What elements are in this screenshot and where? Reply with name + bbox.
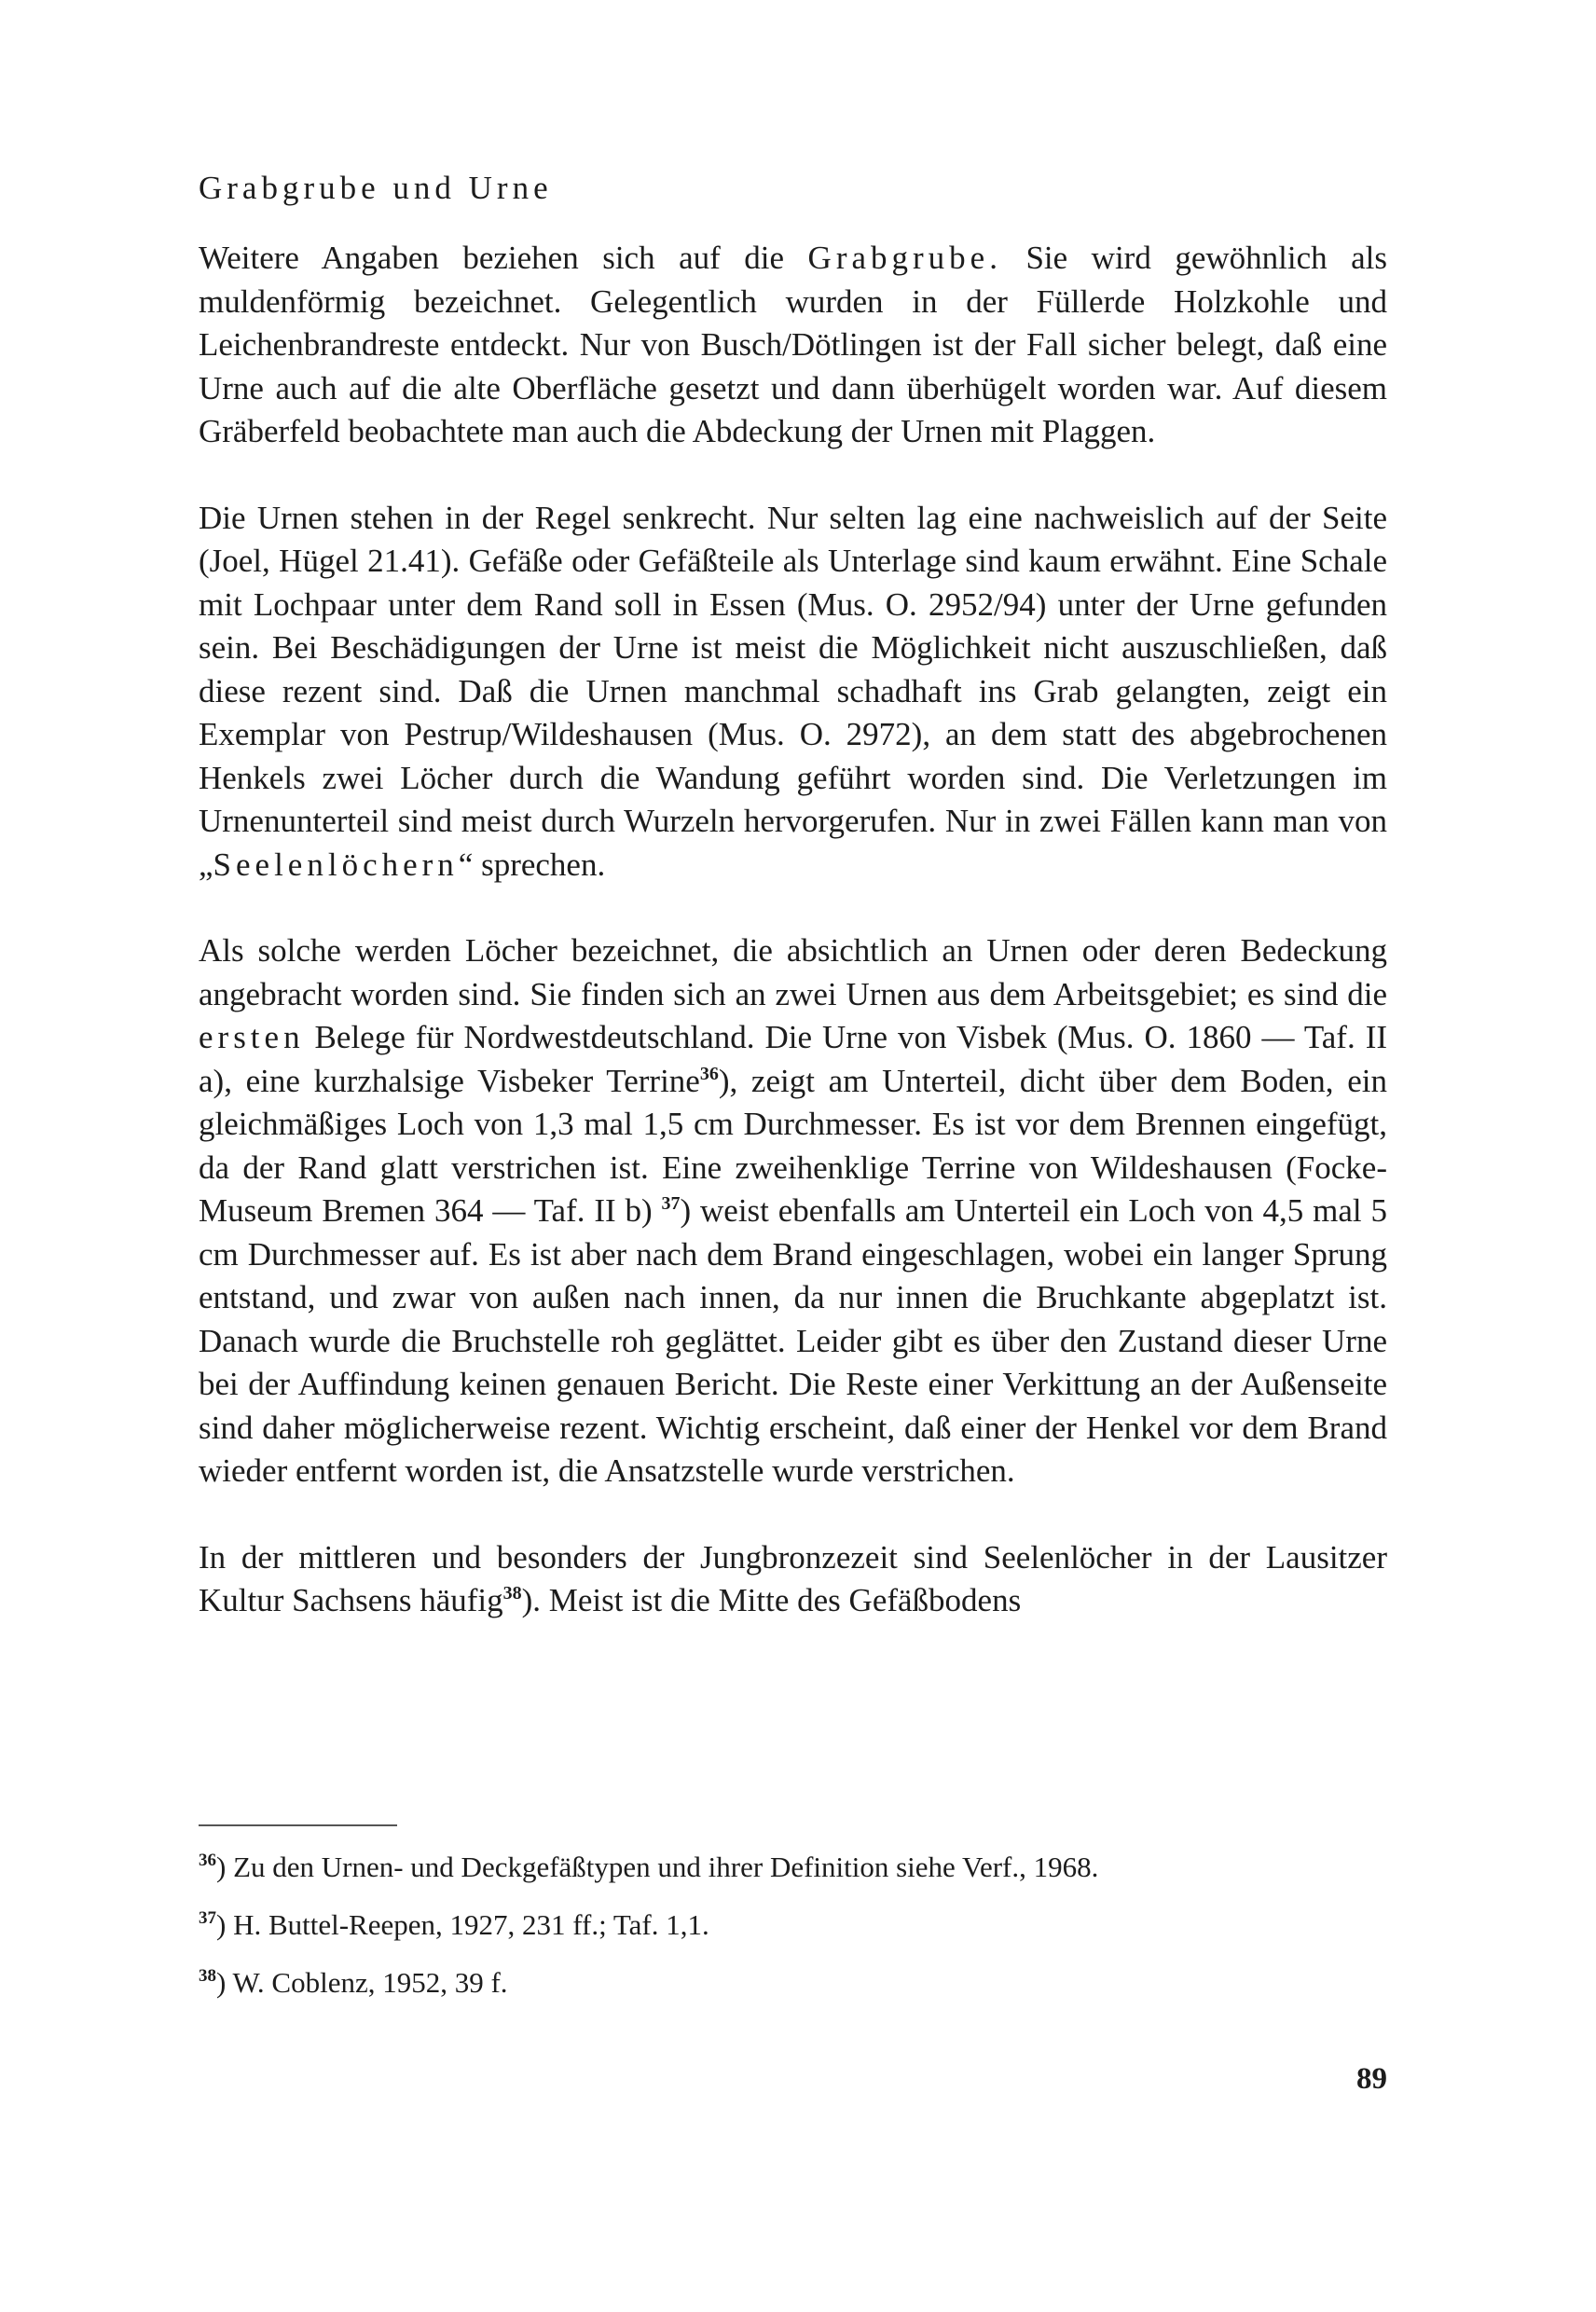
page-number: 89 [1356,2062,1387,2096]
paragraph-3-text-c: ), zeigt am Unterteil, dicht über dem Boden, ein gleichmäßiges Loch von 1,3 mal 1,5 cm Durchmesser. Es ist vor dem Brennen eingefügt, da der Rand glatt verstrichen ist. Eine zweihenklige Terrine von Wildeshausen (Focke-Museum Bremen 364 — Taf. II b) [199,1062,1387,1229]
footnote-ref-36: 36 [699,1063,719,1084]
footnote-text: ) H. Buttel-Reepen, 1927, 231 ff.; Taf. 1,1. [216,1908,709,1941]
paragraph-3-text-b: Belege für Nordwestdeutschland. Die Urne von Visbek (Mus. O. 1860 — Taf. II a), eine kurzhalsige Visbeker Terrine [199,1019,1387,1099]
footnote-36 [199,1849,1387,1886]
paragraph-4-text-b: ). Meist ist die Mitte des Gefäßbodens [521,1582,1022,1618]
spaced-term-grabgrube: Grabgrube. [807,240,1002,276]
footnote-divider [199,1824,397,1826]
footnote-ref-38: 38 [502,1583,522,1603]
footnote-number: 37 [199,1908,216,1928]
footnote-37 [199,1906,1387,1944]
paragraph-3 [199,929,1387,1493]
footnote-ref-37: 37 [661,1193,681,1214]
paragraph-1-text-a: Weitere Angaben beziehen sich auf die [199,240,808,276]
paragraph-4 [199,1536,1387,1623]
footnotes [199,1849,1387,2022]
spaced-term-ersten: ersten [199,1019,305,1055]
paragraph-2-text-a: Die Urnen stehen in der Regel senkrecht. Nur selten lag eine nachweislich auf der Seite (Joel, Hügel 21.41). Gefäße oder Gefäßteile als Unterlage sind kaum erwähnt. Eine Schale mit Lochpaar unter dem Rand soll in Essen (Mus. O. 2952/94) unter der Urne gefunden sein. Bei Beschädigungen der Urne ist meist die Möglichkeit nicht auszuschließen, daß diese rezent sind. Daß die Urnen manchmal schadhaft ins Grab gelangten, zeigt ein Exemplar von Pestrup/Wildeshausen (Mus. O. 2972), an dem statt des abgebrochenen Henkels zwei Löcher durch die Wandung geführt worden sind. Die Verletzungen im Urnenunterteil sind meist durch Wurzeln hervorgerufen. Nur in zwei Fällen kann man von „ [199,499,1387,883]
footnote-text: ) W. Coblenz, 1952, 39 f. [216,1966,508,1999]
footnote-text: ) Zu den Urnen- und Deckgefäßtypen und ihrer Definition siehe Verf., 1968. [216,1851,1099,1883]
footnote-38 [199,1964,1387,2002]
paragraph-1 [199,237,1387,454]
footnote-number: 36 [199,1851,216,1870]
paragraph-1-text-b: Sie wird gewöhnlich als muldenförmig bezeichnet. Gelegentlich wurden in der Füllerde Holzkohle und Leichenbrandreste entdeckt. Nur von Busch/Dötlingen ist der Fall sicher belegt, daß eine Urne auch auf die alte Oberfläche gesetzt und dann überhügelt worden war. Auf diesem Gräberfeld beobachtete man auch die Abdeckung der Urnen mit Plaggen. [199,240,1387,449]
paragraph-3-text-a: Als solche werden Löcher bezeichnet, die absichtlich an Urnen oder deren Bedeckung angebracht worden sind. Sie finden sich an zwei Urnen aus dem Arbeitsgebiet; es sind die [199,932,1387,1012]
paragraph-4-text-a: In der mittleren und besonders der Jungbronzezeit sind Seelenlöcher in der Lausitzer Kultur Sachsens häufig [199,1538,1387,1618]
page-body [199,168,1387,1666]
spaced-term-seelenloechern: Seelenlöchern [213,846,459,883]
paragraph-3-text-d: ) weist ebenfalls am Unterteil ein Loch von 4,5 mal 5 cm Durchmesser auf. Es ist aber nach dem Brand eingeschlagen, wobei ein langer Sprung entstand, und zwar von außen nach innen, da nur innen die Bruchkante abgeplatzt ist. Danach wurde die Bruchstelle roh geglättet. Leider gibt es über den Zustand dieser Urne bei der Auffindung keinen genauen Bericht. Die Reste einer Verkittung an der Außenseite sind daher möglicherweise rezent. Wichtig erscheint, daß einer der Henkel vor dem Brand wieder entfernt worden ist, die Ansatzstelle wurde verstrichen. [199,1192,1387,1489]
section-heading: Grabgrube und Urne [199,170,553,206]
footnote-number: 38 [199,1966,216,1986]
paragraph-2-text-b: “ sprechen. [458,846,606,883]
paragraph-2 [199,497,1387,888]
